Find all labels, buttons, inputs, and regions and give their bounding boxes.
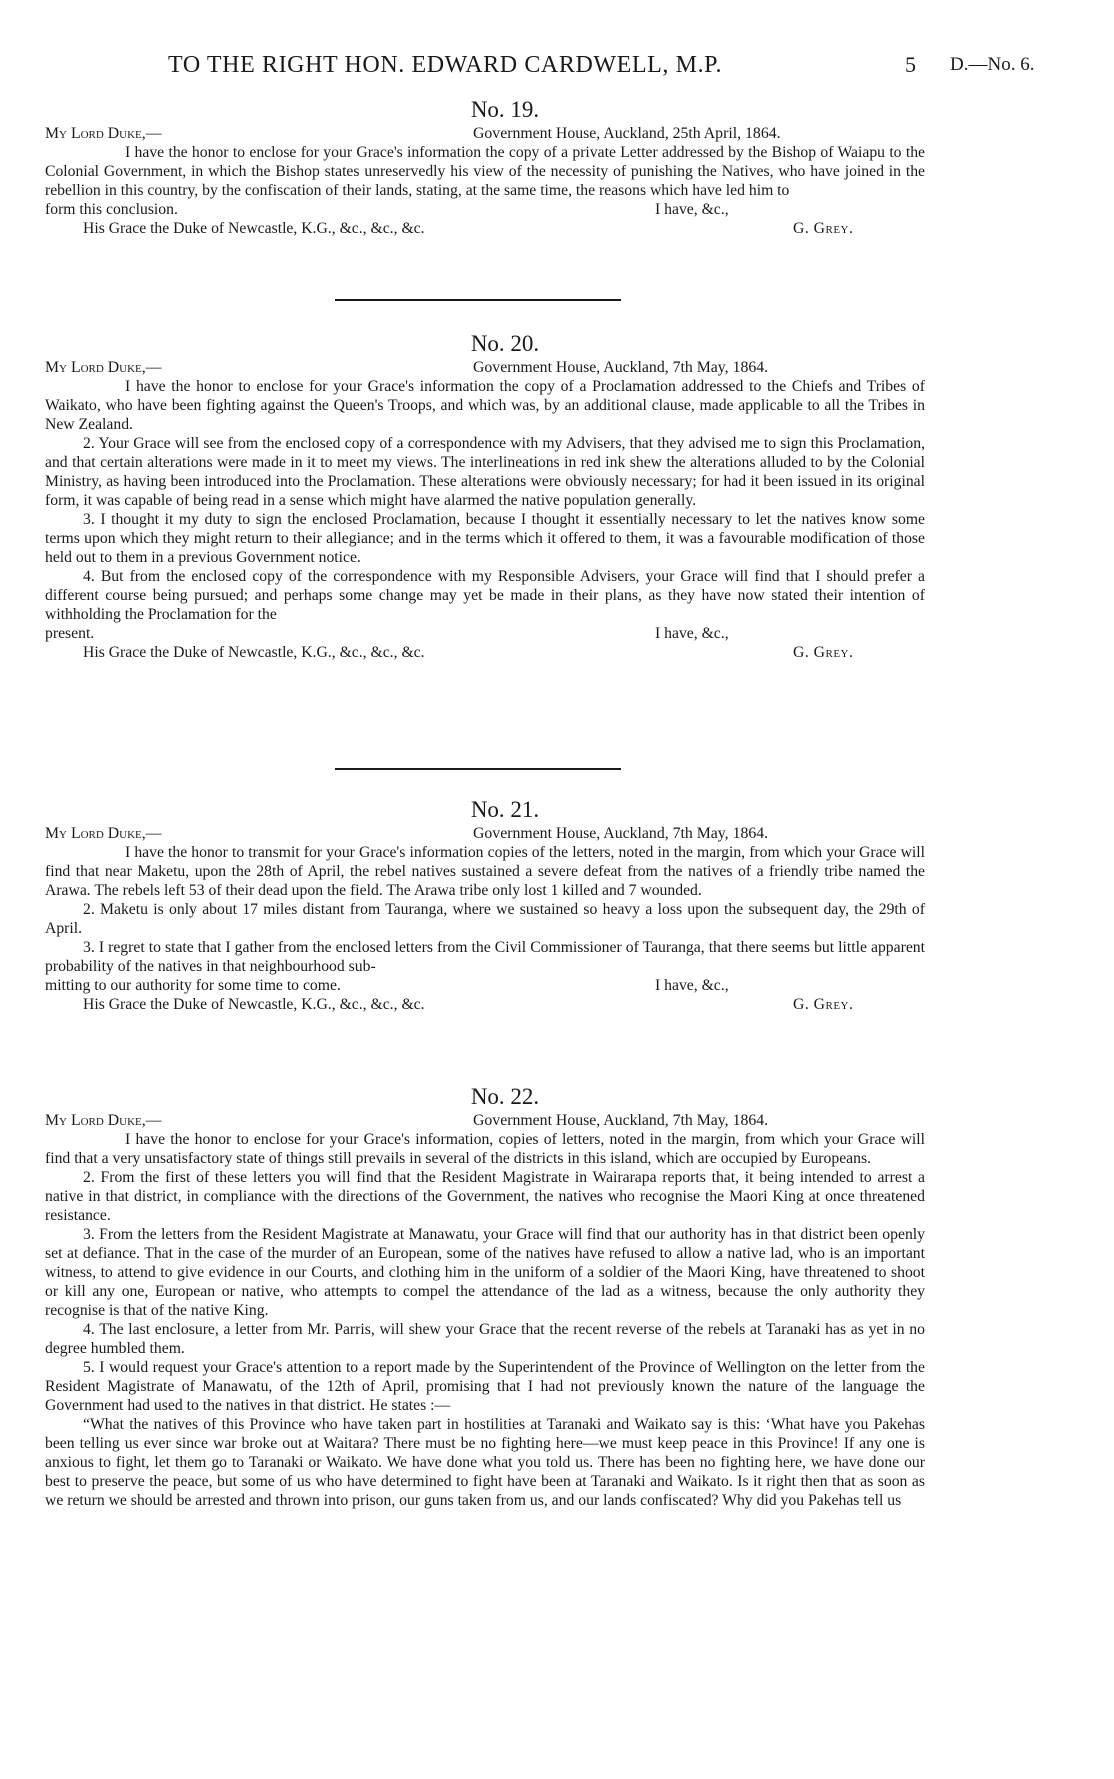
salutation: My Lord Duke,— bbox=[45, 359, 162, 376]
addressee: His Grace the Duke of Newcastle, K.G., &c., &c., &c. bbox=[83, 996, 425, 1013]
letter-body bbox=[45, 843, 925, 995]
signature: G. Grey. bbox=[793, 644, 854, 661]
letter-heading bbox=[45, 1111, 925, 1130]
quoted-statement: “What the natives of this Province who have taken part in hostilities at Taranaki and Waikato say is this: ‘What have you Pakehas been telling us ever since war broke out at Waitara? There must be no fighting here—we must keep peace in this Province! If any one is anxious to fight, let them go to Taranaki or Waikato. We have done what you told us. There has been no fighting here, we have done our best to preserve the peace, but some of us who have determined to fight have been at Taranaki and Waikato. Is it right then that as soon as we return we should be arrested and thrown into prison, our guns taken from us, and our lands confiscated? Why did you Pakehas tell us bbox=[45, 1416, 925, 1509]
closing-line bbox=[45, 200, 925, 219]
closing-line bbox=[45, 624, 925, 643]
page-number: 5 bbox=[905, 52, 916, 77]
signature: G. Grey. bbox=[793, 996, 854, 1013]
paragraph-end: mitting to our authority for some time to come. bbox=[45, 977, 341, 994]
paragraph: 5. I would request your Grace's attention to a report made by the Superintendent of the Province of Wellington on the letter from the Resident Magistrate of Manawatu, of the 12th of April, promising that I had not previously known the nature of the language the Government had used to the natives in that district. He states :— bbox=[45, 1359, 925, 1414]
paragraph: I have the honor to enclose for your Grace's information the copy of a Proclamation addressed to the Chiefs and Tribes of Waikato, who have been fighting against the Queen's Troops, and which was, by an additional clause, made applicable to all the Tribes in New Zealand. bbox=[45, 378, 925, 433]
paragraph: I have the honor to enclose for your Grace's information, copies of letters, noted in the margin, from which your Grace will find that a very unsatisfactory state of things still prevails in several of the districts in this island, which are occupied by Europeans. bbox=[45, 1131, 925, 1167]
paragraph-end: present. bbox=[45, 625, 95, 642]
letter-number: No. 22. bbox=[470, 1084, 540, 1109]
dateline: Government House, Auckland, 7th May, 1864. bbox=[473, 1112, 769, 1129]
letter-heading bbox=[45, 824, 925, 843]
letter-heading bbox=[45, 358, 925, 377]
salutation: My Lord Duke,— bbox=[45, 825, 162, 842]
letter-19 bbox=[45, 96, 925, 238]
dateline: Government House, Auckland, 25th April, 1864. bbox=[473, 125, 781, 142]
addressee-line bbox=[45, 219, 925, 238]
paragraph: I have the honor to enclose for your Grace's information the copy of a private Letter addressed by the Bishop of Waiapu to the Colonial Government, in which the Bishop states unreservedly his view of the necessity of punishing the Natives, who have joined in the rebellion in this country, by the confiscation of their lands, stating, at the same time, the reasons which have led him to bbox=[45, 144, 925, 199]
letter-number: No. 19. bbox=[470, 97, 540, 122]
salutation: My Lord Duke,— bbox=[45, 1112, 162, 1129]
letter-heading bbox=[45, 124, 925, 143]
paragraph: 4. The last enclosure, a letter from Mr. Parris, will shew your Grace that the recent reverse of the rebels at Taranaki has as yet in no degree humbled them. bbox=[45, 1321, 925, 1357]
paragraph: 2. Your Grace will see from the enclosed copy of a correspondence with my Advisers, that they advised me to sign this Proclamation, and that certain alterations were made in it to meet my views. The interlineations in red ink shew the alterations alluded to by the Colonial Ministry, as having been introduced into the Proclamation. These alterations were obviously necessary; for had it been issued in its original form, it was capable of being read in a sense which might have alarmed the native population generally. bbox=[45, 435, 925, 509]
paragraph: I have the honor to transmit for your Grace's information copies of the letters, noted in the margin, from which your Grace will find that near Maketu, upon the 28th of April, the rebel natives sustained a severe defeat from the natives of a friendly tribe named the Arawa. The rebels left 53 of their dead upon the field. The Arawa tribe only lost 1 killed and 7 wounded. bbox=[45, 844, 925, 899]
section-divider bbox=[335, 299, 621, 301]
running-header bbox=[0, 52, 1114, 82]
dateline: Government House, Auckland, 7th May, 1864. bbox=[473, 359, 769, 376]
paragraph-end: form this conclusion. bbox=[45, 201, 178, 218]
letter-20 bbox=[45, 330, 925, 662]
letter-21 bbox=[45, 796, 925, 1014]
paragraph: 2. Maketu is only about 17 miles distant from Tauranga, where we sustained so heavy a loss upon the subsequent day, the 29th of April. bbox=[45, 901, 925, 937]
addressee: His Grace the Duke of Newcastle, K.G., &c., &c., &c. bbox=[83, 644, 425, 661]
running-title: TO THE RIGHT HON. EDWARD CARDWELL, M.P. bbox=[168, 52, 723, 78]
letter-number: No. 21. bbox=[470, 797, 540, 822]
addressee-line bbox=[45, 643, 925, 662]
document-reference: D.—No. 6. bbox=[950, 54, 1035, 75]
closing-line bbox=[45, 976, 925, 995]
paragraph: 3. I thought it my duty to sign the enclosed Proclamation, because I thought it essentially necessary to let the natives know some terms upon which they might return to their allegiance; and in the terms which it offered to them, it was a favourable modification of those held out to them in a previous Government notice. bbox=[45, 511, 925, 566]
letter-22 bbox=[45, 1083, 925, 1510]
paragraph: 4. But from the enclosed copy of the correspondence with my Responsible Advisers, your Grace will find that I should prefer a different course being pursued; and perhaps some change may yet be made in their plans, as they have now stated their intention of withholding the Proclamation for the bbox=[45, 568, 925, 623]
closing: I have, &c., bbox=[655, 201, 729, 218]
addressee-line bbox=[45, 995, 925, 1014]
letter-body bbox=[45, 377, 925, 643]
closing: I have, &c., bbox=[655, 977, 729, 994]
paragraph: 3. I regret to state that I gather from the enclosed letters from the Civil Commissioner of Tauranga, that there seems but little apparent probability of the natives in that neighbourhood sub- bbox=[45, 939, 925, 975]
paragraph: 3. From the letters from the Resident Magistrate at Manawatu, your Grace will find that our authority has in that district been openly set at defiance. That in the case of the murder of an European, some of the natives have refused to allow a native lad, who is an important witness, to attend to give evidence in our Courts, and clothing him in the uniform of a soldier of the Maori King, have threatened to shoot or kill any one, European or native, who attempts to compel the attendance of the lad as a witness, because the only authority they recognise is that of the native King. bbox=[45, 1226, 925, 1319]
signature: G. Grey. bbox=[793, 220, 854, 237]
addressee: His Grace the Duke of Newcastle, K.G., &c., &c., &c. bbox=[83, 220, 425, 237]
closing: I have, &c., bbox=[655, 625, 729, 642]
salutation: My Lord Duke,— bbox=[45, 125, 162, 142]
paragraph: 2. From the first of these letters you will find that the Resident Magistrate in Wairarapa reports that, it being intended to arrest a native in that district, in compliance with the directions of the Government, the natives who recognise the Maori King at once threatened resistance. bbox=[45, 1169, 925, 1224]
letter-body bbox=[45, 1130, 925, 1510]
dateline: Government House, Auckland, 7th May, 1864. bbox=[473, 825, 769, 842]
letter-body bbox=[45, 143, 925, 219]
letter-number: No. 20. bbox=[470, 331, 540, 356]
section-divider bbox=[335, 768, 621, 770]
